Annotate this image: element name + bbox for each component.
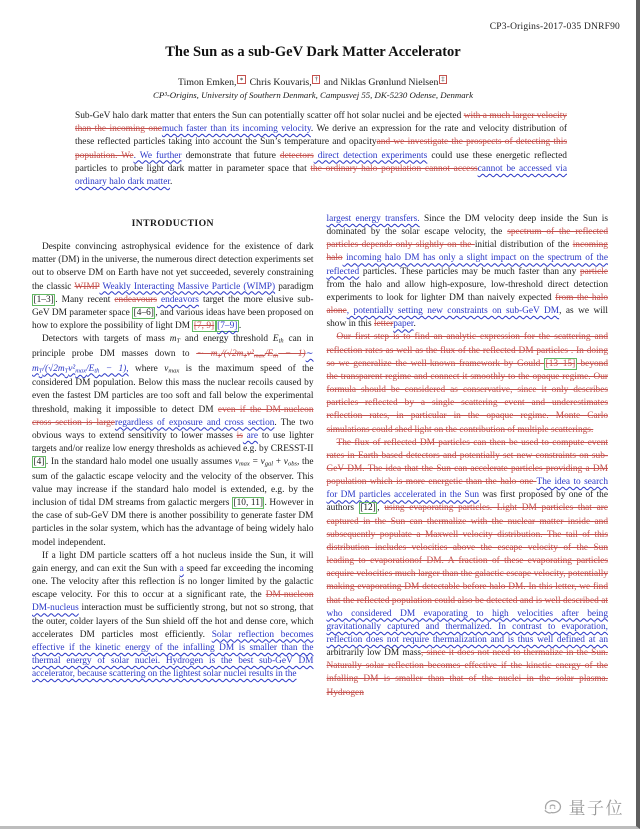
two-column-body [32, 213, 608, 700]
text-run: T [38, 367, 43, 375]
text-run: paradigm [275, 281, 314, 292]
text-run: T [217, 352, 222, 360]
paragraph [32, 241, 314, 333]
text-run: to use lighter targets and/or realize low energy thresholds as achieved e.g. by CRESST-II [32, 430, 314, 454]
text-run: obs [287, 460, 297, 468]
text-run: largest energy transfers. [326, 214, 420, 224]
text-run: is [236, 430, 243, 441]
text-run: initial distribution of the [474, 240, 573, 251]
text-run: and Niklas Grønlund Nielsen [321, 77, 439, 88]
paragraph [327, 331, 609, 436]
citation-link[interactable]: [1–3] [33, 294, 54, 305]
text-run: speed far exceeding the incoming one. The velocity after this reflection is no longer limited by the galactic escape velocity. For this to occur at a significant rate, the [32, 563, 314, 601]
text-run: , as we will show in this [326, 306, 608, 330]
text-run: max [238, 460, 250, 468]
text-run: WIMP [74, 281, 100, 292]
left-column-paragraphs [32, 241, 314, 681]
abstract [75, 110, 567, 189]
text-run: If a light DM particle scatters off a hot nucleus inside the Sun, it will gain energy, and can exit the Sun with [32, 550, 314, 574]
text-run: Sub-GeV halo dark matter that enters the Sun can potentially scatter off hot solar nuclei and be ejected [75, 111, 464, 121]
text-run: can in principle probe DM masses down to [32, 334, 314, 359]
text-run: The flux of reflected DM particles can then be used to compute event rates in Earth based detectors and potentially set new constraints on sub-GeV DM. The idea that the Sun can accelerate particles providing a DM population which is more energetic than the halo one [326, 437, 608, 488]
text-run: and we investigate the prospects of detecting this population. We [75, 137, 567, 161]
text-run: ∼ m [196, 348, 218, 359]
text-run: from the halo alone [326, 292, 609, 317]
text-run: . The two obvious ways to extend sensitivity to lower masses [32, 417, 314, 441]
text-run: even if the DM-nucleon cross section is large [32, 404, 314, 428]
text-run: . [238, 321, 242, 332]
text-run: Since the DM velocity deep inside the Sun is dominated by the solar escape velocity, the [326, 214, 608, 238]
footnote-marker[interactable]: † [312, 75, 320, 84]
paragraph [327, 213, 609, 331]
text-run: arbitrarily low DM mass [326, 648, 422, 659]
text-run: max [253, 352, 265, 360]
text-run: . [413, 319, 416, 330]
text-run: , potentially setting new constraints on sub-GeV DM [346, 306, 560, 317]
text-run: = [249, 457, 261, 468]
text-run: regardless of exposure and cross section [114, 417, 275, 428]
text-run: . In the standard halo model one usually assumes [45, 457, 235, 468]
text-run: E [272, 334, 279, 345]
text-run: incoming halo DM has only a slight impact on the spectrum of the reflected [326, 253, 608, 277]
citation-link[interactable]: [7, 9] [193, 321, 215, 332]
text-run: beyond the transparent regime and connect it smoothly to the opaque regime. Our formula should be considered as conservative, since it only describes particles reflected by a single scattering event and underestimates reflection rates, in particular in the opaque regime. Monte Carlo simulations could shed light on the contribution of multiple scatterings. [326, 358, 609, 435]
text-run: are [242, 430, 259, 441]
text-run: Chris Kouvaris, [247, 77, 312, 88]
text-run: demonstrate that future [181, 150, 280, 161]
text-run: v [164, 363, 169, 374]
text-run: from the halo and allow high-exposure, low-threshold direct detection experiments to look for lighter DM than naively expected [326, 279, 608, 303]
text-run: particles. These particles may be much faster than any [359, 266, 580, 277]
authors-line [0, 76, 626, 88]
text-run: a [179, 563, 184, 574]
text-run: v [283, 457, 288, 468]
text-run: The idea to search for DM particles accelerated in the Sun [326, 477, 608, 501]
paragraph [327, 437, 609, 700]
text-run: T [64, 367, 69, 375]
text-run: v [234, 457, 239, 468]
text-run: Our first step is to find an analytic expression for the scattering and reflection rates as well as the flux of the reflected DM particles . In doing so we generalize the well-known framework by Gould [326, 332, 608, 369]
text-run: /(√2m [42, 363, 65, 374]
text-run: v [260, 457, 265, 468]
text-run: , [377, 503, 385, 514]
text-run: T [243, 352, 248, 360]
text-run: paper [393, 319, 414, 330]
text-run: the ordinary halo population cannot access [310, 163, 478, 174]
text-run: where [128, 363, 165, 374]
text-run: /(√2m [221, 348, 244, 359]
right-column [327, 213, 609, 700]
text-run: detectors [279, 150, 314, 161]
text-run: with a much larger velocity than the incoming one [75, 111, 567, 135]
text-run: th [94, 367, 100, 375]
text-run: direct detection experiments [313, 150, 428, 161]
footnote-marker[interactable]: ∗ [237, 75, 246, 84]
citation-link[interactable]: [12] [360, 503, 376, 514]
right-column-paragraphs [327, 213, 609, 700]
text-run: . However in the case of sub-GeV DM there is another possibility to generate faster DM particles in the solar system, which has the advantage of being widely halo model independent. [32, 498, 314, 548]
section-heading-introduction: INTRODUCTION [131, 218, 214, 229]
text-run: v² [247, 348, 254, 359]
citation-link[interactable]: [13–15] [545, 358, 576, 369]
text-run: + [273, 457, 284, 468]
text-run: . [170, 177, 173, 188]
text-run: much faster than its incoming velocity [161, 124, 311, 135]
text-run: , the sum of the galactic escape velocity and the velocity of the observer. This value may increase if the standard halo model is extended, e.g. by the inclusion of tidal DM streams from galactic mergers [32, 457, 314, 509]
qbitai-logo-icon [541, 796, 565, 818]
paragraph [32, 333, 314, 550]
text-run: th [278, 337, 284, 345]
text-run: particle [579, 266, 608, 277]
paper-title: The Sun as a sub-GeV Dark Matter Accelerator [165, 44, 461, 60]
text-run: using evaporating particles. Light DM particles that are captured in the Sun can thermalize with the nuclear matter inside and subsequently populate a Maxwell velocity distribution. The tail of this distribution includes velocities above the escape velocity of the Sun leading to evaporationof DM. A fraction of these evaporating particles acquire velocities much larger than the galactic escape velocity, potentially making evaporating DM detectable before halo DM. In this letter, we find that the reflected population could also be detected and is well described at [326, 503, 608, 606]
text-run: Solar reflection becomes effective if the kinetic energy of the infalling DM is smaller than the thermal energy of solar nuclei. Hydrogen is the best sub-GeV DM accelerator, because scattering on the lightest solar nuclei results in the [32, 629, 314, 680]
text-run: /E [264, 348, 274, 359]
footnote-marker[interactable]: ‡ [439, 75, 447, 84]
text-run: Detectors with targets of mass [42, 334, 170, 345]
text-run: who considered DM evaporating to high velocities after being gravitationally captured and thermalized. In contrast to evaporation, reflection does not require thermalization and is thus well defined at an [326, 608, 608, 645]
text-run: /E [86, 363, 95, 374]
text-run: . We further [133, 150, 182, 161]
text-run: . Many recent [55, 294, 115, 305]
text-run: spectrum of the reflected particles depends only slightly on the [326, 227, 609, 251]
text-run: m [169, 334, 177, 345]
text-run: max [75, 367, 87, 375]
text-run: v² [68, 363, 76, 374]
text-run: T [176, 337, 181, 345]
left-column [32, 213, 314, 700]
citation-link[interactable]: [4] [33, 457, 45, 468]
text-run: is the maximum speed of the considered DM population. Below this mass the nuclear recoils caused by even the fastest DM particles are too soft and fall below the experimental threshold, making it impossible to detect DM [32, 363, 314, 415]
text-run: max [168, 367, 180, 375]
text-run: DM-nucleus [32, 603, 79, 614]
citation-link[interactable]: [4–6] [133, 307, 154, 318]
text-run: − 1) [278, 348, 306, 359]
text-run: cannot be accessed via ordinary halo dark matter [75, 163, 567, 188]
text-run: DM-nucleon [265, 590, 314, 601]
text-run: incoming halo [326, 240, 608, 264]
text-run: th [273, 352, 279, 360]
text-run: ∼ m [32, 348, 314, 374]
text-run: gal [264, 460, 274, 468]
text-run: endeavours [114, 294, 157, 305]
text-run: was first proposed by one of the authors [326, 490, 608, 514]
text-run: Despite convincing astrophysical evidence for the existence of dark matter (DM) in the universe, the numerous direct detection experiments set out to observe DM on Earth have not yet succeeded, severely constraining the classic [32, 242, 314, 292]
text-run: . We derive an expression for the rate and velocity distribution of these reflected particles taking into account the Sun’s temperature and opacity [75, 124, 567, 148]
citation-link[interactable]: [7–9] [217, 321, 238, 332]
citation-link[interactable]: [10, 11] [233, 498, 263, 509]
affiliation-line: CP³-Origins, University of Southern Denmark, Campusvej 55, DK-5230 Odense, Denmark [152, 90, 474, 100]
text-run: Timon Emken, [177, 77, 237, 88]
text-run: − 1), [99, 363, 129, 374]
text-run: Weakly Interacting Massive Particle (WIMP) [99, 281, 276, 292]
text-run: target the more elusive sub-GeV DM parameter space [32, 294, 314, 318]
text-run: and energy threshold [180, 334, 273, 345]
text-run: , since it does not need to thermalize in the Sun. Naturally solar reflection becomes effective if the kinetic energy of the infalling DM is smaller than that of the nuclei in the solar plasma. Hydrogen [326, 648, 609, 698]
text-run: interaction must be sufficiently strong, but not so strong, that the outer, colder layers of the Sun shield off the hot and dense core, which accelerates DM particles most efficiently. [32, 603, 314, 640]
text-run: could use these energetic reflected particles to probe light dark matter in parameter space that [75, 150, 567, 174]
watermark-text: 量子位 [568, 799, 624, 819]
paragraph [32, 550, 314, 682]
text-run: endeavors [156, 294, 199, 305]
watermark [541, 794, 625, 819]
preprint-identifier: CP3-Origins-2017-035 DNRF90 [489, 22, 620, 32]
text-run: letter [374, 319, 394, 330]
text-run: , and various ideas have been proposed on how to explore the possibility of light DM [32, 307, 314, 332]
